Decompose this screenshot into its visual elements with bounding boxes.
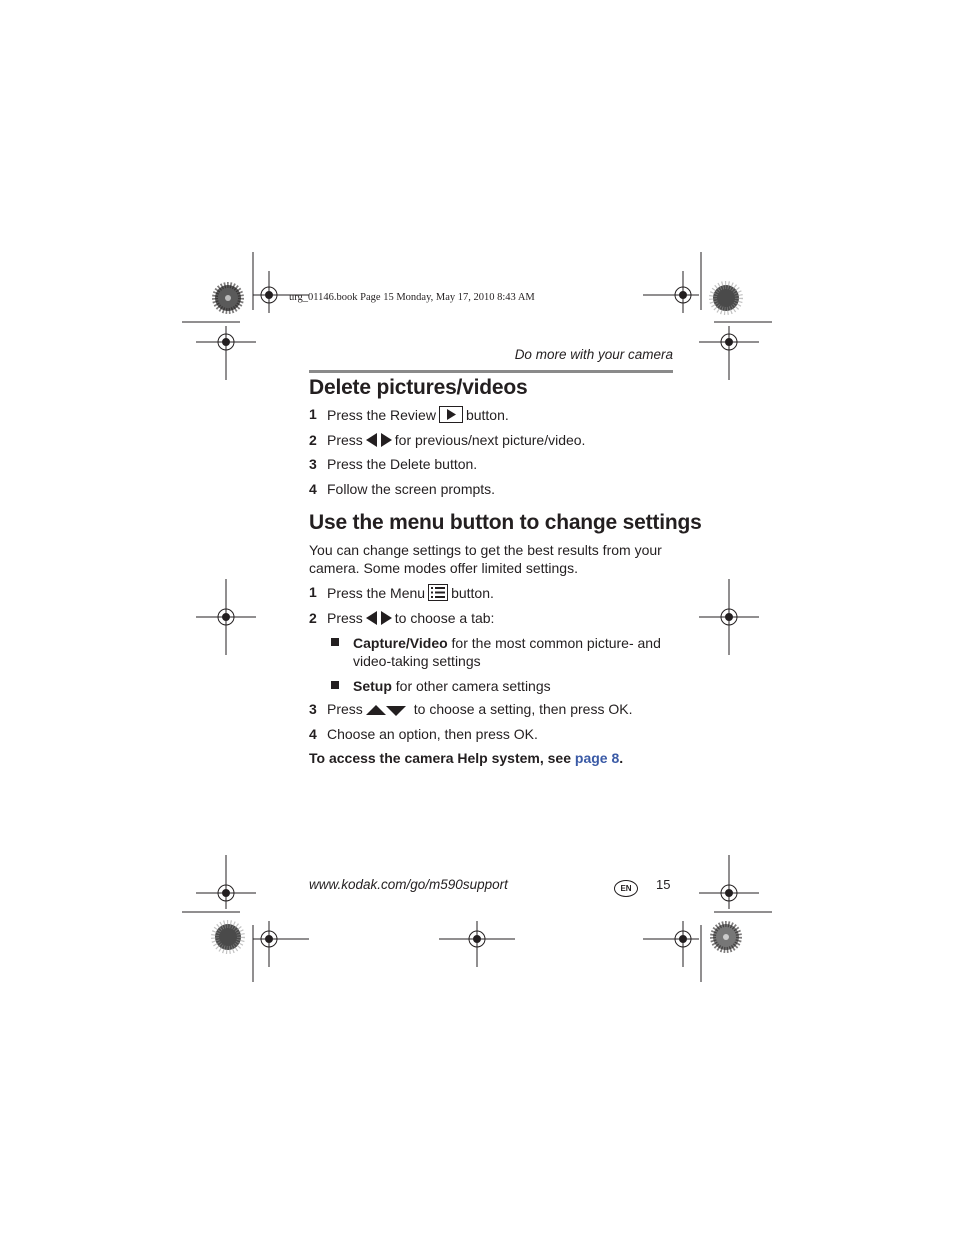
step-number: 1	[309, 406, 317, 422]
running-head: Do more with your camera	[514, 347, 673, 362]
bullet-square	[331, 638, 339, 646]
section-title-menu: Use the menu button to change settings	[309, 511, 702, 534]
menu-list-icon	[428, 584, 448, 601]
page-8-link[interactable]: page 8	[574, 750, 620, 766]
language-badge: EN	[614, 880, 638, 897]
header-rule	[309, 370, 673, 373]
print-slug: urg_01146.book Page 15 Monday, May 17, 2010 8:43 AM	[289, 292, 535, 303]
up-down-arrows-icon	[366, 703, 406, 717]
page-number: 15	[656, 877, 671, 892]
footer-url[interactable]: www.kodak.com/go/m590support	[309, 877, 508, 892]
bullet-square	[331, 681, 339, 689]
left-right-arrows-icon	[366, 432, 392, 448]
left-right-arrows-icon	[366, 610, 392, 626]
section-title-delete: Delete pictures/videos	[309, 376, 528, 399]
review-play-icon	[439, 406, 463, 423]
intro-paragraph: You can change settings to get the best results from your camera. Some modes offer limited settings.	[309, 542, 662, 576]
help-reference: To access the camera Help system, see page 8.	[309, 750, 624, 766]
